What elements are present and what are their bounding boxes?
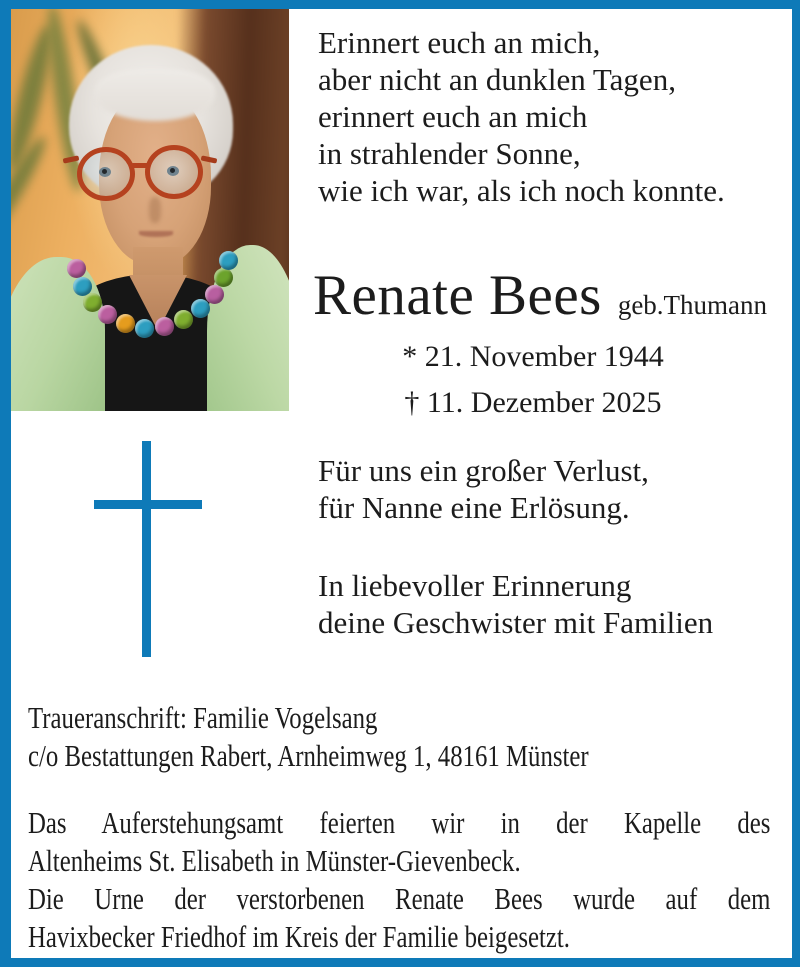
address-line: Traueranschrift: Familie Vogelsang xyxy=(28,700,378,735)
necklace-bead xyxy=(67,259,86,278)
announcement-line: Altenheims St. Elisabeth in Münster-Gievenbeck. xyxy=(28,843,521,878)
necklace-bead xyxy=(214,268,233,287)
portrait-eye xyxy=(167,166,179,176)
cross-icon xyxy=(94,441,202,657)
funeral-announcement xyxy=(28,804,770,956)
portrait-cardigan-left xyxy=(11,257,105,411)
birth-date: 21. November 1944 xyxy=(424,340,664,373)
tribute-line: Für uns ein großer Verlust, xyxy=(318,453,649,488)
necklace-bead xyxy=(98,305,117,324)
necklace-bead xyxy=(135,319,154,338)
poem-line: in strahlender Sonne, xyxy=(318,136,581,171)
poem-line: wie ich war, als ich noch konnte. xyxy=(318,173,725,208)
maiden-name: geb.Thumann xyxy=(617,290,768,320)
tribute-line: deine Geschwister mit Familien xyxy=(318,605,714,640)
necklace-bead xyxy=(116,314,135,333)
necklace-bead xyxy=(174,310,193,329)
announcement-line: Die Urne der verstorbenen Renate Bees wurde auf dem xyxy=(28,881,771,916)
address-line: c/o Bestattungen Rabert, Arnheimweg 1, 48161 Münster xyxy=(28,738,589,773)
cross-vertical-bar xyxy=(142,441,151,657)
death-cross-symbol: † xyxy=(404,386,420,419)
cross-horizontal-bar xyxy=(94,500,202,509)
birth-symbol: * xyxy=(402,340,418,373)
mourning-address xyxy=(28,699,764,775)
necklace-bead xyxy=(205,285,224,304)
birth-date-line xyxy=(318,334,748,380)
deceased-name: Renate Bees xyxy=(313,264,602,327)
memorial-poem xyxy=(318,24,725,209)
memorial-photo xyxy=(11,9,289,411)
necklace-bead xyxy=(155,317,174,336)
announcement-line: Das Auferstehungsamt feierten wir in der Kapelle des xyxy=(28,805,771,840)
death-date: 11. Dezember 2025 xyxy=(426,386,662,419)
tribute-line: In liebevoller Erinnerung xyxy=(318,568,632,603)
poem-line: Erinnert euch an mich, xyxy=(318,25,601,60)
tribute-line: für Nanne eine Erlösung. xyxy=(318,490,630,525)
deceased-name-line xyxy=(313,266,767,326)
glasses-bridge xyxy=(131,163,149,168)
tribute-memory-text xyxy=(318,567,713,641)
announcement-line: Havixbecker Friedhof im Kreis der Familie beigesetzt. xyxy=(28,919,570,954)
tribute-loss-text xyxy=(318,452,649,526)
poem-line: erinnert euch an mich xyxy=(318,99,588,134)
necklace-bead xyxy=(191,299,210,318)
portrait-eye xyxy=(99,167,111,177)
necklace-bead xyxy=(219,251,238,270)
life-dates xyxy=(318,334,748,426)
death-date-line xyxy=(318,380,748,426)
portrait-hair-fringe xyxy=(95,69,215,121)
portrait-mouth xyxy=(139,231,173,237)
poem-line: aber nicht an dunklen Tagen, xyxy=(318,62,676,97)
portrait-nose xyxy=(149,197,161,223)
